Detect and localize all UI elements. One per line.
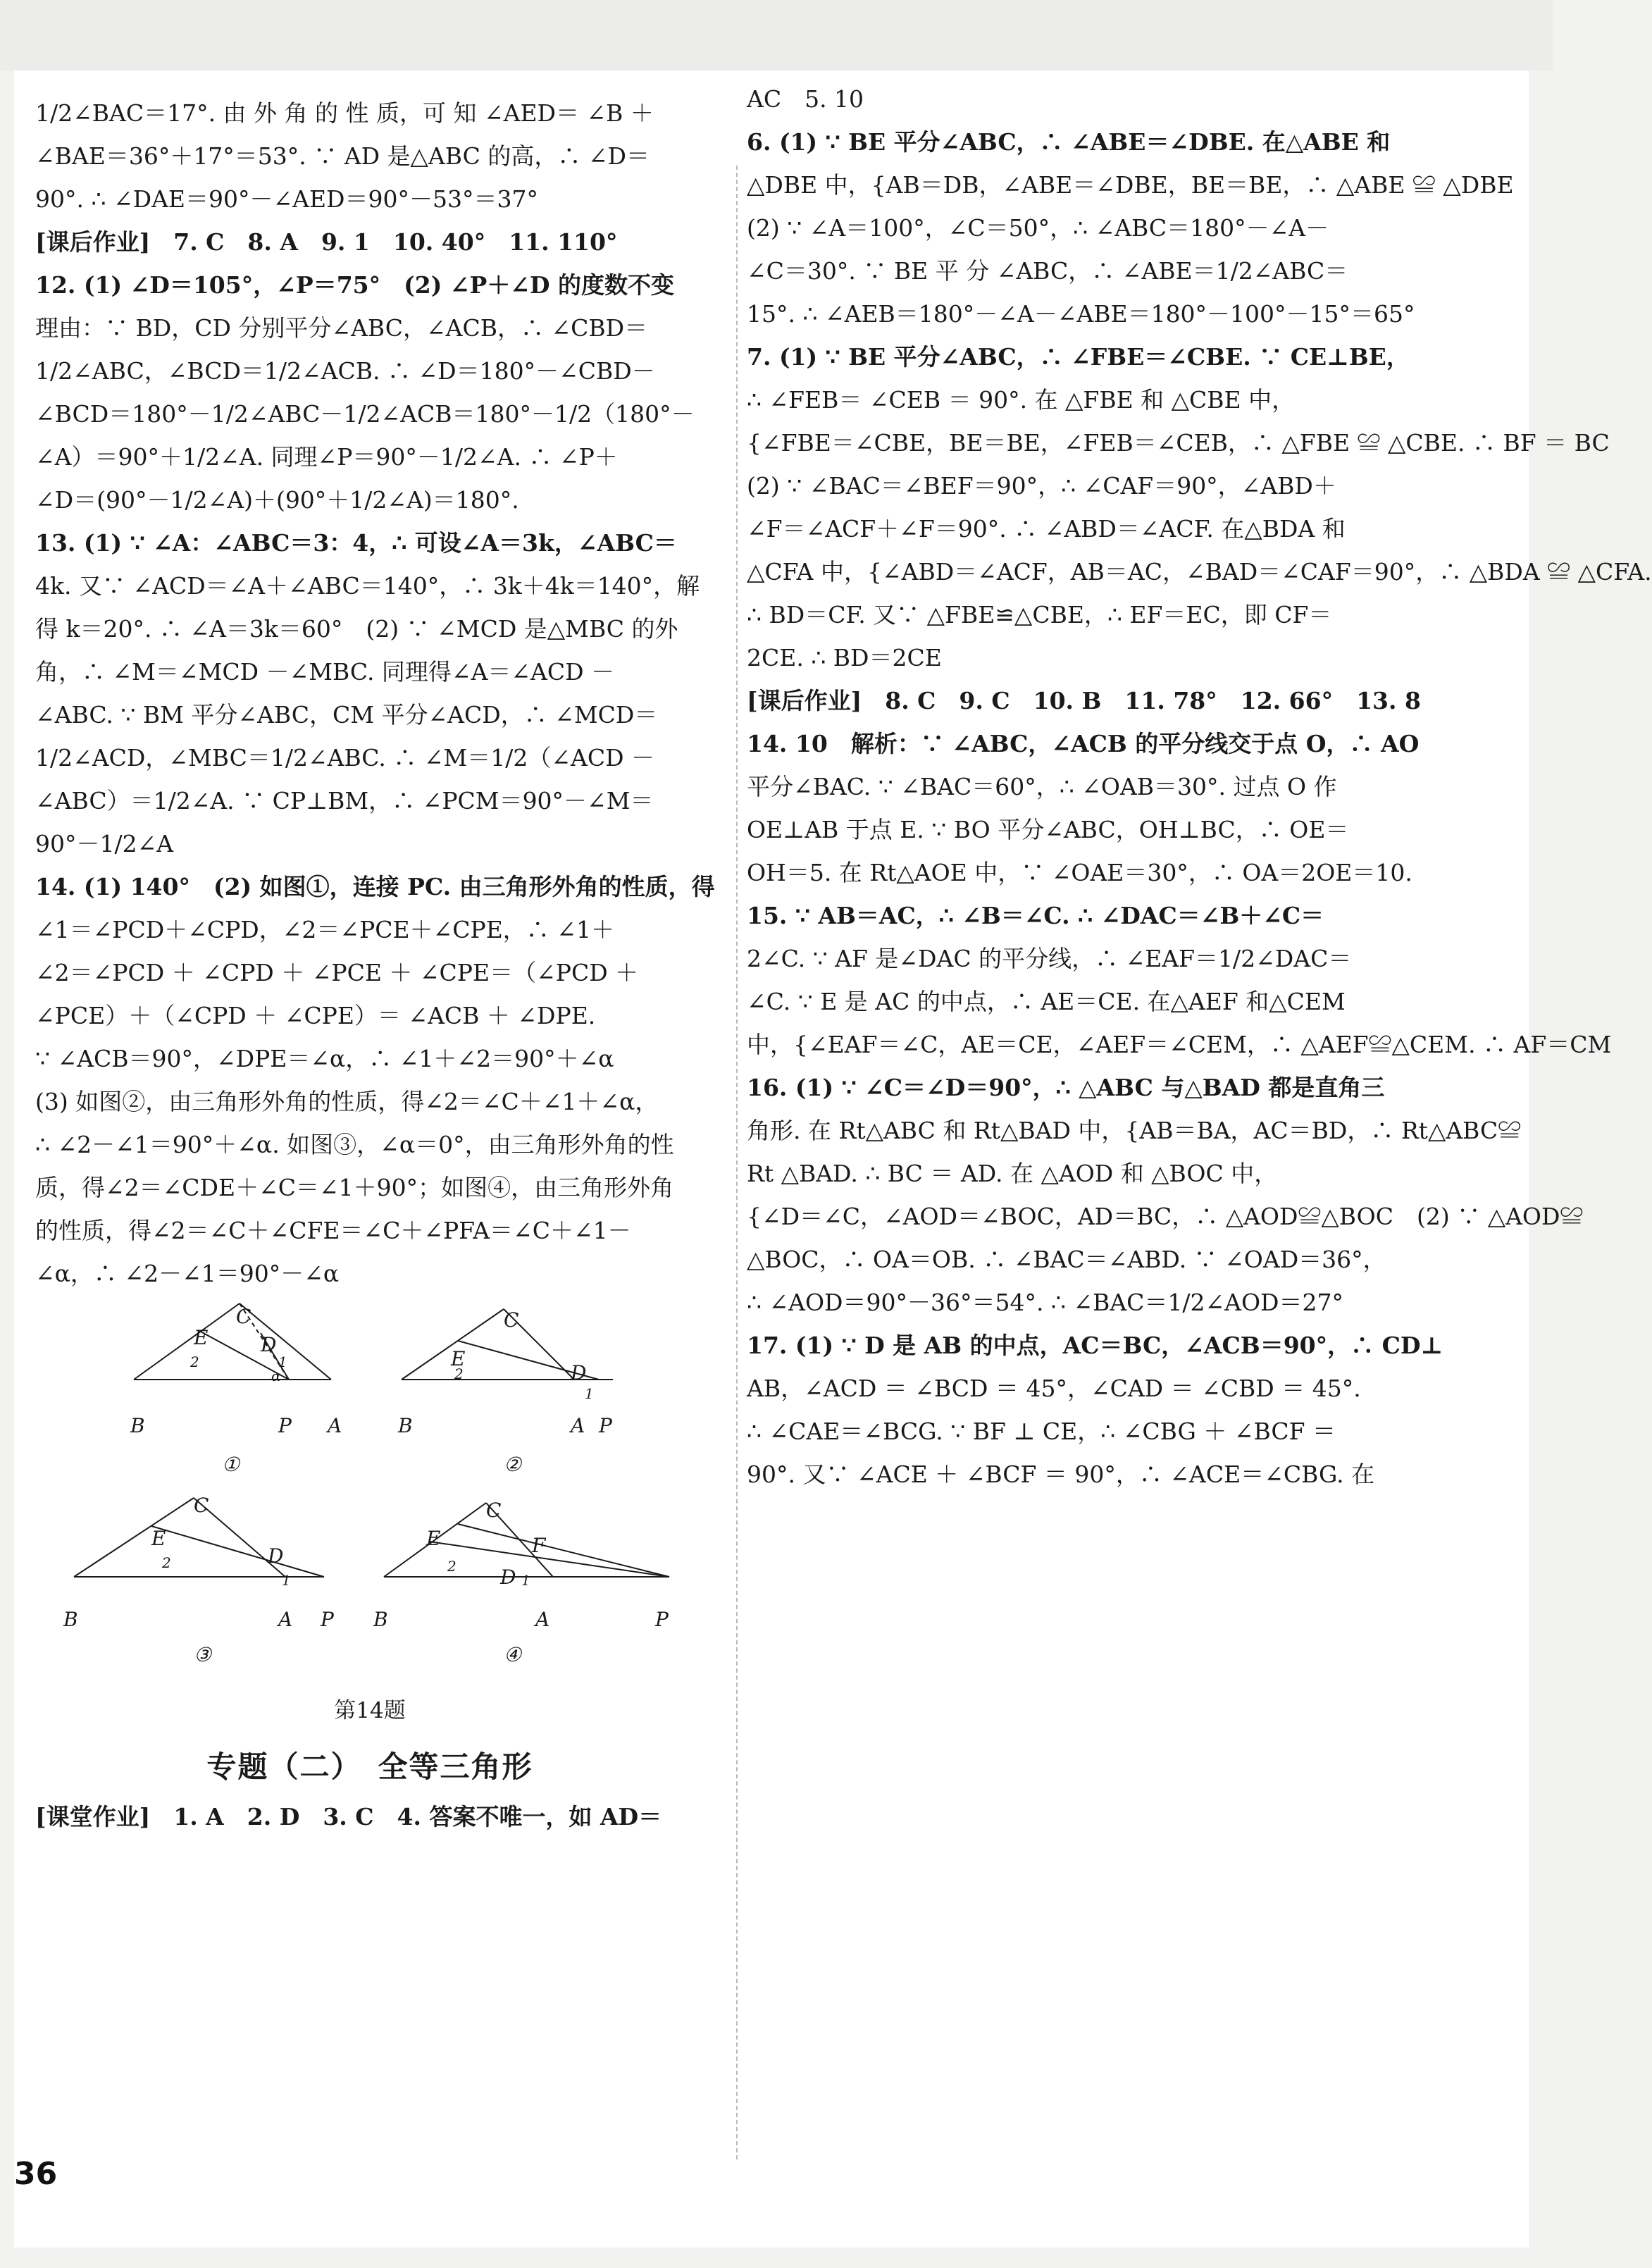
left-line: ∵ ∠ACB＝90°，∠DPE＝∠α，∴ ∠1＋∠2＝90°＋∠α xyxy=(35,1045,614,1072)
left-line: ∠D＝(90°－1/2∠A)＋(90°＋1/2∠A)＝180°. xyxy=(35,486,519,514)
right-line: △BOC，∴ OA＝OB. ∴ ∠BAC＝∠ABD. ∵ ∠OAD＝36°， xyxy=(747,1246,1386,1273)
fig1-label: 1 xyxy=(278,1353,287,1370)
right-line: 2∠C. ∵ AF 是∠DAC 的平分线，∴ ∠EAF＝1/2∠DAC＝ xyxy=(747,945,1352,972)
right-line: {∠FBE＝∠CBE，BE＝BE，∠FEB＝∠CEB，∴ △FBE ≌ △CBE. ∴ BF ＝ BC xyxy=(747,429,1610,457)
right-line: 角形. 在 Rt△ABC 和 Rt△BAD 中，{AB＝BA，AC＝BD，∴ Rt△ABC≌ xyxy=(747,1117,1522,1144)
figure-14-diagrams xyxy=(35,1302,704,1697)
fig4-label: C xyxy=(486,1499,502,1522)
fig4-label: 1 xyxy=(521,1572,530,1589)
fig2-label: E xyxy=(451,1347,466,1370)
left-line: 13. (1) ∵ ∠A：∠ABC＝3：4，∴ 可设∠A＝3k，∠ABC＝ xyxy=(35,529,677,557)
fig1-label: α xyxy=(271,1368,281,1384)
left-line: 90°－1/2∠A xyxy=(35,830,174,857)
fig3-label: D xyxy=(268,1544,284,1568)
fig2-label: 2 xyxy=(454,1365,464,1382)
right-line: 2CE. ∴ BD＝2CE xyxy=(747,644,942,671)
right-line: ∴ ∠CAE＝∠BCG. ∵ BF ⊥ CE，∴ ∠CBG ＋ ∠BCF ＝ xyxy=(747,1418,1336,1445)
right-line: 7. (1) ∵ BE 平分∠ABC，∴ ∠FBE＝∠CBE. ∵ CE⊥BE， xyxy=(747,343,1410,371)
fig3-label: ③ xyxy=(194,1643,212,1666)
left-line: ∠PCE）＋（∠CPD ＋ ∠CPE）＝ ∠ACB ＋ ∠DPE. xyxy=(35,1002,596,1029)
left-line: ∴ ∠2－∠1＝90°＋∠α. 如图③，∠α＝0°，由三角形外角的性 xyxy=(35,1131,674,1158)
column-divider xyxy=(736,166,738,2159)
right-line: 15°. ∴ ∠AEB＝180°－∠A－∠ABE＝180°－100°－15°＝65° xyxy=(747,300,1415,328)
fig3-label: 2 xyxy=(162,1554,171,1571)
section-title: 专题（二） 全等三角形 xyxy=(206,1749,533,1784)
fig2-label: A xyxy=(571,1414,585,1437)
left-column xyxy=(35,92,715,1838)
fig4-label: ④ xyxy=(504,1643,522,1666)
right-line: 15. ∵ AB＝AC，∴ ∠B＝∠C. ∴ ∠DAC＝∠B＋∠C＝ xyxy=(747,902,1324,929)
left-line: ∠2＝∠PCD ＋ ∠CPD ＋ ∠PCE ＋ ∠CPE＝（∠PCD ＋ xyxy=(35,959,639,986)
right-line: OE⊥AB 于点 E. ∵ BO 平分∠ABC，OH⊥BC，∴ OE＝ xyxy=(747,816,1349,843)
right-line: AB，∠ACD ＝ ∠BCD ＝ 45°，∠CAD ＝ ∠CBD ＝ 45°. xyxy=(747,1375,1361,1402)
right-line: 中，{∠EAF＝∠C，AE＝CE，∠AEF＝∠CEM，∴ △AEF≌△CEM. ∴ AF＝CM xyxy=(747,1031,1612,1058)
right-line: ∴ BD＝CF. 又∵ △FBE≌△CBE，∴ EF＝EC，即 CF＝ xyxy=(747,601,1332,628)
left-line: ∠A）＝90°＋1/2∠A. 同理∠P＝90°－1/2∠A. ∴ ∠P＋ xyxy=(35,443,618,471)
fig2-label: P xyxy=(599,1414,612,1437)
right-column xyxy=(747,78,1652,1496)
right-line: AC 5. 10 xyxy=(747,85,864,113)
left-line: [课后作业] 7. C 8. A 9. 1 10. 40° 11. 110° xyxy=(35,228,618,256)
left-line: ∠α，∴ ∠2－∠1＝90°－∠α xyxy=(35,1260,340,1287)
left-line: ∠ABC）＝1/2∠A. ∵ CP⊥BM，∴ ∠PCM＝90°－∠M＝ xyxy=(35,787,654,814)
left-line: 1/2∠ACD，∠MBC＝1/2∠ABC. ∴ ∠M＝1/2（∠ACD － xyxy=(35,744,655,772)
right-line: {∠D＝∠C，∠AOD＝∠BOC，AD＝BC，∴ △AOD≌△BOC (2) ∵ △AOD≌ xyxy=(747,1203,1584,1230)
fig2-label: D xyxy=(571,1361,587,1384)
page-number: 36 xyxy=(14,2156,58,2192)
fig4-label: A xyxy=(535,1608,550,1631)
fig3-label: E xyxy=(151,1527,166,1550)
fig1-label: 2 xyxy=(190,1353,199,1370)
right-line: ∴ ∠FEB＝ ∠CEB ＝ 90°. 在 △FBE 和 △CBE 中， xyxy=(747,386,1296,414)
left-line: 90°. ∴ ∠DAE＝90°－∠AED＝90°－53°＝37° xyxy=(35,185,538,213)
fig4-label: B xyxy=(373,1608,388,1631)
fig1-label: ① xyxy=(222,1453,240,1476)
right-line: ∠F＝∠ACF＋∠F＝90°. ∴ ∠ABD＝∠ACF. 在△BDA 和 xyxy=(747,515,1346,543)
fig3-label: C xyxy=(194,1494,209,1517)
fig3-label: B xyxy=(63,1608,78,1631)
left-line: 1/2∠ABC，∠BCD＝1/2∠ACB. ∴ ∠D＝180°－∠CBD－ xyxy=(35,357,655,385)
fig4-label: F xyxy=(532,1534,546,1557)
fig3-label: 1 xyxy=(282,1572,291,1589)
right-text-block xyxy=(747,78,1652,1496)
right-line: Rt △BAD. ∴ BC ＝ AD. 在 △AOD 和 △BOC 中， xyxy=(747,1160,1278,1187)
left-line: 理由：∵ BD，CD 分别平分∠ABC，∠ACB，∴ ∠CBD＝ xyxy=(35,314,648,342)
fig3-label: P xyxy=(321,1608,334,1631)
left-line: 14. (1) 140° (2) 如图①，连接 PC. 由三角形外角的性质，得 xyxy=(35,873,715,900)
figure-caption: 第14题 xyxy=(334,1698,406,1723)
fig1-label: D xyxy=(261,1333,277,1356)
left-line: 1/2∠BAC＝17°. 由 外 角 的 性 质，可 知 ∠AED＝ ∠B ＋ xyxy=(35,99,654,127)
left-line: 质，得∠2＝∠CDE＋∠C＝∠1＋90°；如图④，由三角形外角 xyxy=(35,1174,674,1201)
fig1-label: A xyxy=(328,1414,342,1437)
left-text-block xyxy=(35,92,715,1295)
right-line: ∠C. ∵ E 是 AC 的中点，∴ AE＝CE. 在△AEF 和△CEM xyxy=(747,988,1346,1015)
left-line: 4k. 又∵ ∠ACD＝∠A＋∠ABC＝140°，∴ 3k＋4k＝140°，解 xyxy=(35,572,700,600)
fig1-label: B xyxy=(130,1414,145,1437)
figure-14-group xyxy=(35,1302,704,1739)
left-line: 角，∴ ∠M＝∠MCD －∠MBC. 同理得∠A＝∠ACD － xyxy=(35,658,615,686)
right-line: △CFA 中，{∠ABD＝∠ACF，AB＝AC，∠BAD＝∠CAF＝90°，∴ △BDA ≌ △CFA. xyxy=(747,558,1652,585)
fig2-label: C xyxy=(504,1308,519,1332)
fig1-label: E xyxy=(194,1326,209,1349)
left-line: ∠BCD＝180°－1/2∠ABC－1/2∠ACB＝180°－1/2（180°－ xyxy=(35,400,695,428)
right-line: 平分∠BAC. ∵ ∠BAC＝60°，∴ ∠OAB＝30°. 过点 O 作 xyxy=(747,773,1337,800)
fig3-label: A xyxy=(278,1608,293,1631)
fig1-label: P xyxy=(278,1414,292,1437)
right-line: OH＝5. 在 Rt△AOE 中，∵ ∠OAE＝30°，∴ OA＝2OE＝10. xyxy=(747,859,1412,886)
left-line: 12. (1) ∠D＝105°，∠P＝75° (2) ∠P＋∠D 的度数不变 xyxy=(35,271,675,299)
scan-top-margin xyxy=(0,0,1553,70)
right-line: 90°. 又∵ ∠ACE ＋ ∠BCF ＝ 90°，∴ ∠ACE＝∠CBG. 在 xyxy=(747,1461,1375,1488)
right-line: [课后作业] 8. C 9. C 10. B 11. 78° 12. 66° 13. 8 xyxy=(747,687,1421,714)
left-line: ∠1＝∠PCD＋∠CPD，∠2＝∠PCE＋∠CPE，∴ ∠1＋ xyxy=(35,916,614,943)
right-line: 6. (1) ∵ BE 平分∠ABC，∴ ∠ABE＝∠DBE. 在△ABE 和 xyxy=(747,128,1391,156)
fig4-label: D xyxy=(500,1566,516,1589)
right-line: △DBE 中，{AB＝DB，∠ABE＝∠DBE，BE＝BE，∴ △ABE ≌ △DBE xyxy=(747,171,1514,199)
fig2-label: B xyxy=(398,1414,413,1437)
right-line: 16. (1) ∵ ∠C＝∠D＝90°，∴ △ABC 与△BAD 都是直角三 xyxy=(747,1074,1385,1101)
right-line: ∴ ∠AOD＝90°－36°＝54°. ∴ ∠BAC＝1/2∠AOD＝27° xyxy=(747,1289,1343,1316)
fig1-label: C xyxy=(236,1305,251,1328)
left-line: 得 k＝20°. ∴ ∠A＝3k＝60° (2) ∵ ∠MCD 是△MBC 的外 xyxy=(35,615,678,643)
left-line: ∠BAE＝36°＋17°＝53°. ∵ AD 是△ABC 的高，∴ ∠D＝ xyxy=(35,142,650,170)
left-line: ∠ABC. ∵ BM 平分∠ABC，CM 平分∠ACD，∴ ∠MCD＝ xyxy=(35,701,658,729)
left-line: 的性质，得∠2＝∠C＋∠CFE＝∠C＋∠PFA＝∠C＋∠1－ xyxy=(35,1217,631,1244)
fig2-label: ② xyxy=(504,1453,522,1476)
right-line: (2) ∵ ∠A＝100°，∠C＝50°，∴ ∠ABC＝180°－∠A－ xyxy=(747,214,1329,242)
left-line: (3) 如图②，由三角形外角的性质，得∠2＝∠C＋∠1＋∠α， xyxy=(35,1088,659,1115)
right-line: (2) ∵ ∠BAC＝∠BEF＝90°，∴ ∠CAF＝90°，∠ABD＋ xyxy=(747,472,1336,500)
bottom-line: [课堂作业] 1. A 2. D 3. C 4. 答案不唯一，如 AD＝ xyxy=(35,1803,662,1830)
right-line: 17. (1) ∵ D 是 AB 的中点，AC＝BC，∠ACB＝90°，∴ CD⊥ xyxy=(747,1332,1443,1359)
fig2-label: 1 xyxy=(585,1385,594,1402)
right-line: ∠C＝30°. ∵ BE 平 分 ∠ABC，∴ ∠ABE＝1/2∠ABC＝ xyxy=(747,257,1348,285)
fig4-label: 2 xyxy=(447,1558,457,1575)
fig4-label: P xyxy=(655,1608,669,1631)
right-line: 14. 10 解析：∵ ∠ABC，∠ACB 的平分线交于点 O，∴ AO xyxy=(747,730,1420,757)
fig4-label: E xyxy=(426,1527,441,1550)
